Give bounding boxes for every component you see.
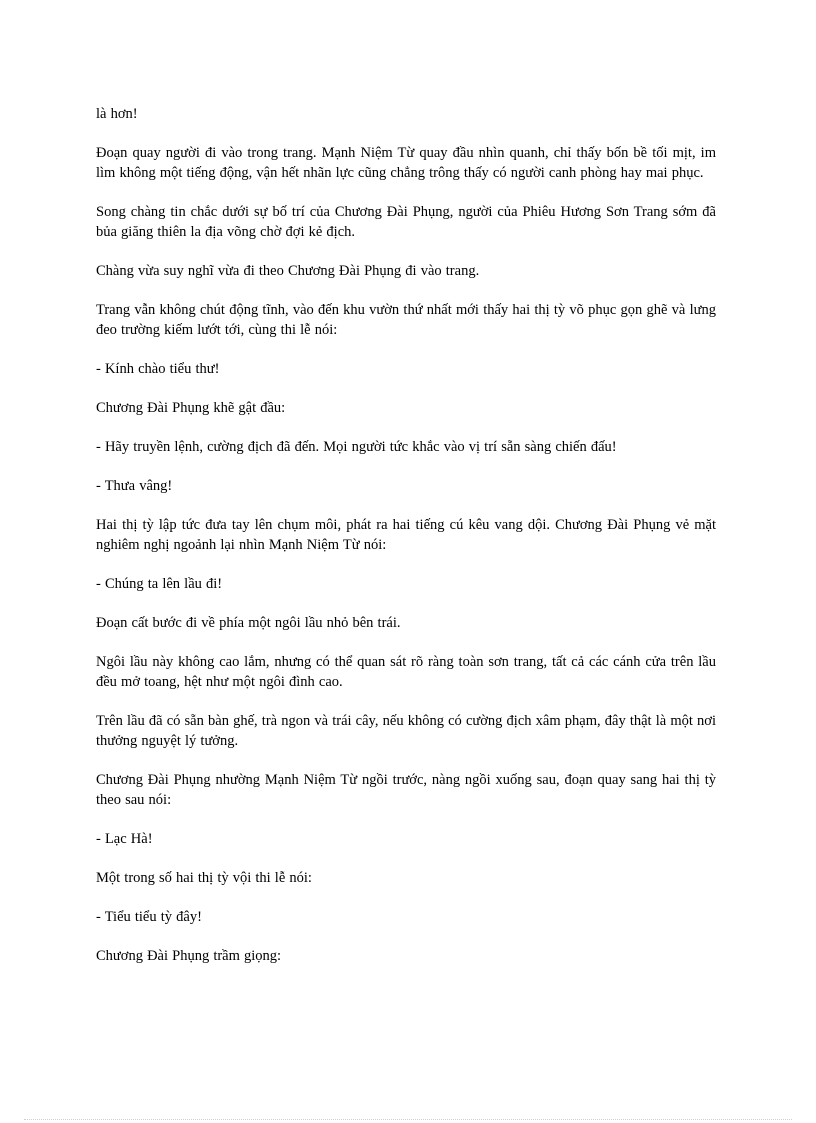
document-body xyxy=(96,104,716,985)
dialogue-line: - Thưa vâng! xyxy=(96,478,173,494)
dialogue-line: - Lạc Hà! xyxy=(96,831,153,847)
paragraph: Hai thị tỳ lập tức đưa tay lên chụm môi, phát ra hai tiếng cú kêu vang dội. Chương Đài Phụng vẻ mặt nghiêm nghị ngoảnh lại nhìn Mạnh Niệm Từ nói: xyxy=(96,517,716,553)
paragraph: Chương Đài Phụng trầm giọng: xyxy=(96,948,282,964)
paragraph: là hơn! xyxy=(96,106,138,122)
paragraph: Trên lầu đã có sẵn bàn ghế, trà ngon và trái cây, nếu không có cường địch xâm phạm, đây thật là một nơi thưởng nguyệt lý tưởng. xyxy=(96,713,716,749)
paragraph: Đoạn quay người đi vào trong trang. Mạnh Niệm Từ quay đầu nhìn quanh, chỉ thấy bốn bề tối mịt, im lìm không một tiếng động, vận hết nhãn lực cũng chẳng trông thấy có người canh phòng hay mai phục. xyxy=(96,145,716,181)
paragraph: Chương Đài Phụng nhường Mạnh Niệm Từ ngồi trước, nàng ngồi xuống sau, đoạn quay sang hai thị tỳ theo sau nói: xyxy=(96,772,716,808)
dialogue-line: - Hãy truyền lệnh, cường địch đã đến. Mọi người tức khắc vào vị trí sẵn sàng chiến đấu! xyxy=(96,439,617,455)
paragraph: Đoạn cất bước đi về phía một ngôi lầu nhỏ bên trái. xyxy=(96,615,401,631)
paragraph: Ngôi lầu này không cao lắm, nhưng có thể quan sát rõ ràng toàn sơn trang, tất cả các cánh cửa trên lầu đều mở toang, hệt như một ngôi đình cao. xyxy=(96,654,716,690)
dialogue-line: - Tiểu tiểu tỳ đây! xyxy=(96,909,202,925)
paragraph: Một trong số hai thị tỳ vội thi lễ nói: xyxy=(96,870,312,886)
paragraph: Chàng vừa suy nghĩ vừa đi theo Chương Đài Phụng đi vào trang. xyxy=(96,263,480,279)
paragraph: Song chàng tin chắc dưới sự bố trí của Chương Đài Phụng, người của Phiêu Hương Sơn Trang sớm đã bủa giăng thiên la địa võng chờ đợi kẻ địch. xyxy=(96,204,716,240)
dialogue-line: - Chúng ta lên lầu đi! xyxy=(96,576,223,592)
paragraph: Chương Đài Phụng khẽ gật đầu: xyxy=(96,400,286,416)
page-bottom-edge xyxy=(24,1119,792,1120)
dialogue-line: - Kính chào tiểu thư! xyxy=(96,361,220,377)
paragraph: Trang vẫn không chút động tĩnh, vào đến khu vườn thứ nhất mới thấy hai thị tỳ võ phục gọn ghẽ và lưng đeo trường kiếm lướt tới, cùng thi lễ nói: xyxy=(96,302,716,338)
